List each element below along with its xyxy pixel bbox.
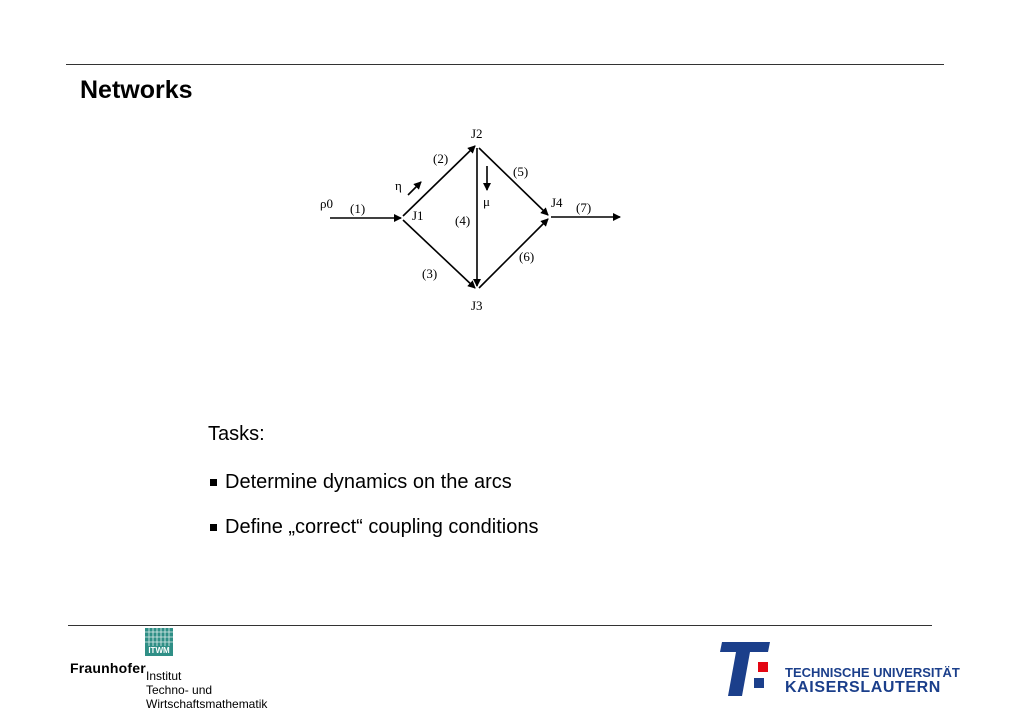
arc-label-6: (6) [519,249,535,264]
source-label: ρ0 [320,196,333,211]
eta-label: η [395,178,402,193]
arc-label-5: (5) [513,164,529,179]
tasks-section [208,423,539,561]
arc-label-7: (7) [576,200,592,215]
institute-line: Institut [146,669,182,683]
node-label-j2: J2 [471,126,483,141]
arc-label-4: (4) [455,213,471,228]
institute-name [146,669,267,711]
network-diagram [300,118,640,318]
task-item-text: Define „correct“ coupling conditions [225,516,539,538]
bullet-square-icon [210,524,217,531]
node-label-j4: J4 [551,195,563,210]
task-item [208,471,539,494]
institute-line: Techno- und [146,683,213,697]
node-label-j3: J3 [471,298,483,313]
task-item-text: Determine dynamics on the arcs [225,471,512,493]
tasks-heading: Tasks: [208,423,265,445]
tu-name-line2: KAISERSLAUTERN [785,679,941,696]
node-label-j1: J1 [412,208,424,223]
mu-label: μ [483,194,490,209]
bottom-divider [68,625,932,626]
institute-line: Wirtschaftsmathematik [146,697,268,711]
top-divider [66,64,944,65]
itwm-grid-icon [145,628,173,646]
arc-label-3: (3) [422,266,438,281]
arc-label-2: (2) [433,151,449,166]
eta-arrow [408,182,421,195]
itwm-logo [145,628,173,656]
bullet-square-icon [210,479,217,486]
arc-3 [403,220,475,288]
arc-6 [479,219,548,288]
tu-name [785,665,960,695]
fraunhofer-logo-text: Fraunhofer [70,660,146,676]
itwm-logo-text: ITWM [148,646,170,655]
tu-name-line1: TECHNISCHE UNIVERSITÄT [785,665,960,680]
task-item [208,516,539,539]
arc-label-1: (1) [350,201,366,216]
tu-kaiserslautern-logo-icon [716,640,774,698]
slide-title: Networks [80,76,193,104]
